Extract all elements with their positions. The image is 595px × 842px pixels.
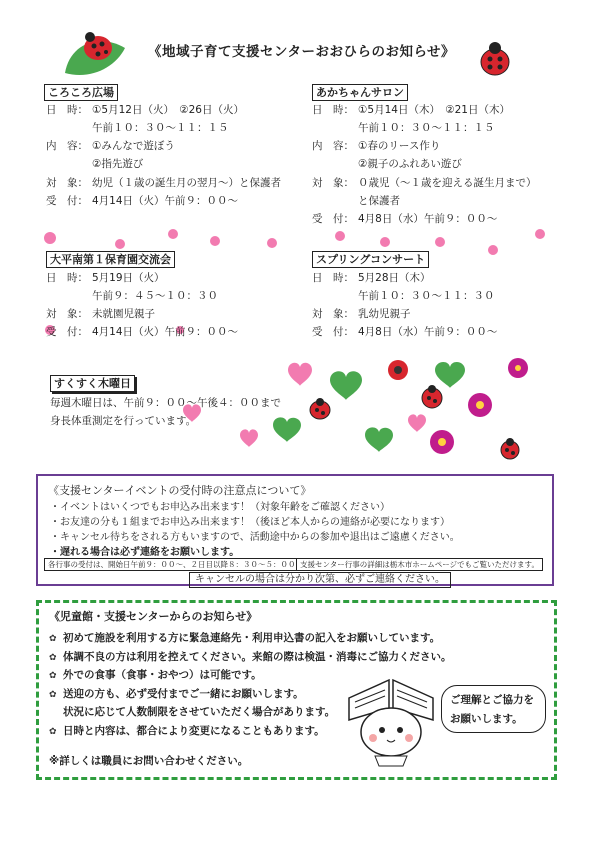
notice-heading: 《支援センターイベントの受付時の注意点について》 [48,484,312,497]
sukusuku-line: 身長体重測定を行っています。 [50,415,197,427]
jidokan-item: ✿ 送迎の方も、必ず受付までご一緒にお願いします。 [49,688,304,700]
sukusuku-heading: すくすく木曜日 [50,375,135,392]
spring-row: 対 象： 乳幼児親子 [312,308,411,320]
spring-heading: スプリングコンサート [312,251,429,268]
notice-reception-time: 各行事の受付は、開始日午前９：００～、２日目以降８：３０～５：００ [44,558,300,571]
akachan-row: 対 象： ０歳児（～１歳を迎える誕生月まで） [312,177,537,189]
jidokan-heading: 《児童館・支援センターからのお知らせ》 [49,610,258,623]
cancel-notice: キャンセルの場合は分かり次第、必ずご連絡ください。 [189,572,451,588]
jidokan-item: ✿ 初めて施設を利用する方に緊急連絡先・利用申込書の記入をお願いしています。 [49,632,441,644]
jidokan-item: ✿ 体調不良の方は利用を控えてください。来館の際は検温・消毒にご協力ください。 [49,651,452,663]
character-reading-book-icon [345,668,437,768]
akachan-row: 日 時： ①5月14日（木） ②21日（木） [312,104,510,116]
korokoro-row: 日 時： ①5月12日（火） ②26日（火） [46,104,244,116]
akachan-row: と保護者 [358,195,400,207]
daiheinan-row: 受 付： 4月14日（火）午前９：００～ [46,326,239,338]
akachan-row: 午前１０：３０～１１：１５ [358,122,495,134]
daiheinan-row: 午前９：４５～１０：３０ [92,290,218,302]
heart-flower-decoration [180,350,530,470]
spring-row: 日 時： 5月28日（木） [312,272,431,284]
notice-homepage-info: 支援センター行事の詳細は栃木市ホームページでもご覧いただけます。 [296,558,543,571]
akachan-heading: あかちゃんサロン [312,84,408,101]
akachan-row: ②親子のふれあい遊び [358,158,462,170]
flower-bullet-icon: ✿ [49,727,57,737]
notice-item: ・キャンセル待ちをされる方もいますので、活動途中からの参加や退出はご遠慮ください。 [50,532,460,543]
notice-box [36,474,554,586]
jidokan-item: ✿ 外での食事（食事・おやつ）は可能です。 [49,669,262,681]
korokoro-row: ②指先遊び [92,158,144,170]
jidokan-item: 状況に応じて人数制限をさせていただく場合があります。 [63,706,336,718]
notice-item: ・遅れる場合は必ず連絡をお願いします。 [50,547,240,558]
korokoro-row: 内 容： ①みんなで遊ぼう [46,140,175,152]
spring-row: 午前１０：３０～１１：３０ [358,290,495,302]
sukusuku-line: 毎週木曜日は、午前９：００～午後４：００まで [50,397,281,409]
korokoro-row: 午前１０：３０～１１：１５ [92,122,229,134]
daiheinan-row: 対 象： 未就園児親子 [46,308,155,320]
notice-item: ・イベントはいくつでもお申込み出来ます！（対象年齢をご確認ください） [50,502,390,513]
korokoro-heading: ころころ広場 [44,84,118,101]
daiheinan-row: 日 時： 5月19日（火） [46,272,165,284]
ladybug-leaf-decoration [60,28,130,78]
spring-row: 受 付： 4月8日（水）午前９：００～ [312,326,498,338]
bubble-line: お願いします。 [450,713,523,725]
jidokan-contact: ※詳しくは職員にお問い合わせください。 [49,755,249,767]
daiheinan-heading: 大平南第１保育園交流会 [46,251,175,268]
korokoro-row: 対 象： 幼児（１歳の誕生月の翌月～）と保護者 [46,177,281,189]
flower-bullet-icon: ✿ [49,653,57,663]
jidokan-item: ✿ 日時と内容は、都合により変更になることもあります。 [49,725,325,737]
akachan-row: 受 付： 4月8日（水）午前９：００～ [312,213,498,225]
flower-bullet-icon: ✿ [49,671,57,681]
ladybug-icon [478,40,512,76]
akachan-row: 内 容： ①春のリース作り [312,140,441,152]
page-title: 《地域子育て支援センターおおひらのお知らせ》 [148,44,456,60]
flower-bullet-icon: ✿ [49,690,57,700]
bubble-line: ご理解とご協力を [450,694,534,706]
notice-item: ・お友達の分も１組までお申込み出来ます！（後ほど本人からの連絡が必要になります） [50,517,450,528]
speech-bubble [441,685,546,733]
flower-bullet-icon: ✿ [49,634,57,644]
korokoro-row: 受 付： 4月14日（火）午前９：００～ [46,195,239,207]
